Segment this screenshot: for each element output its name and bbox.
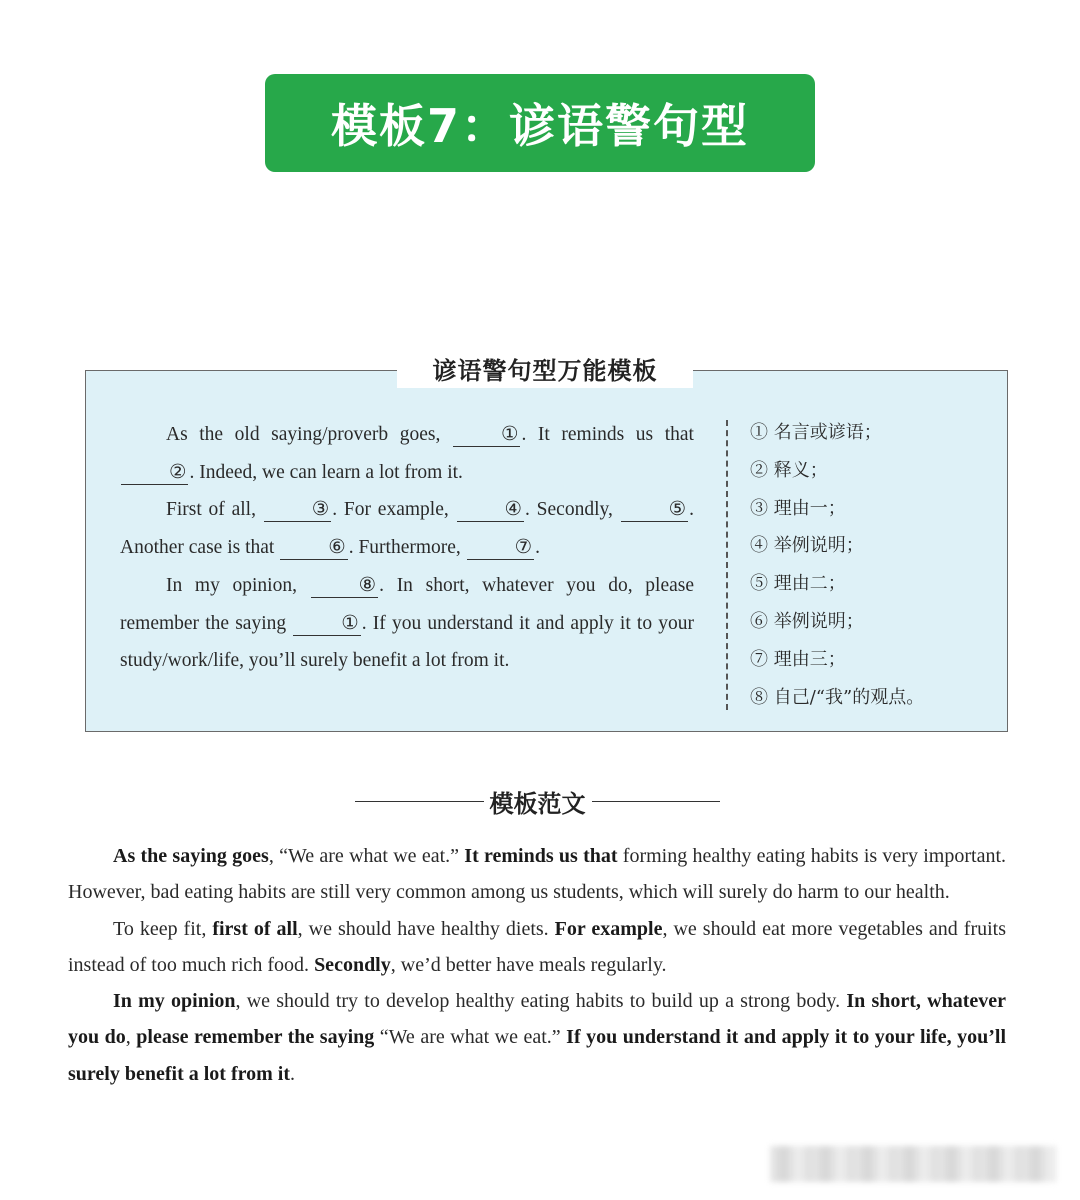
text-run: . In short, whatever you do, please remember the saying [120, 574, 694, 634]
blank-key-list [750, 414, 1000, 716]
text-run: . Secondly, [525, 499, 620, 521]
text-run: . If you understand it and apply it to your study/work/life, you’ll surely benefit a lot from it. [120, 612, 694, 672]
sample-heading-label: 模板范文 [489, 789, 586, 818]
text-run: As the old saying/proverb goes, [166, 424, 452, 445]
heading-rule-right [592, 801, 721, 802]
paragraph [120, 416, 694, 491]
blank-key-item: ② 释义； [750, 459, 828, 481]
paragraph [120, 491, 694, 566]
key-phrase: Secondly [314, 953, 391, 976]
blank-key-item: ① 名言或谚语； [750, 422, 882, 443]
blank-slot: ⑤ [621, 499, 688, 522]
key-phrase: For example [554, 917, 663, 940]
blank-key-item: ④ 举例说明； [750, 535, 864, 557]
blank-slot: ⑥ [280, 537, 347, 560]
text-run: “We are what we eat.” [374, 1026, 567, 1049]
blank-key-item: ⑧ 自己/“我”的观点。 [750, 686, 925, 708]
dashed-divider [726, 420, 728, 710]
text-run: . It reminds us that [521, 424, 694, 445]
text-run: In my opinion, [166, 574, 310, 596]
text-run: , “We are what we eat.” [268, 845, 465, 867]
blank-slot: ① [293, 613, 360, 636]
key-phrase: It reminds us that [464, 845, 618, 867]
blank-slot: ① [453, 424, 520, 447]
blank-key-item: ⑤ 理由二； [750, 573, 846, 595]
text-run: , we’d better have meals regularly. [390, 953, 667, 976]
heading-rule-left [355, 801, 484, 802]
template-heading: 谚语警句型万能模板 [397, 354, 693, 388]
key-phrase: As the saying goes [113, 845, 269, 867]
key-phrase: In short, whatever you do [68, 990, 1006, 1049]
paragraph [68, 983, 1006, 1092]
blank-slot: ④ [457, 499, 524, 522]
text-run: forming healthy eating habits is very important. However, bad eating habits are still very common among us students, which will surely do harm to our health. [68, 845, 1007, 904]
text-run: First of all, [166, 499, 263, 521]
text-run: , [125, 1026, 137, 1049]
paragraph [68, 911, 1006, 984]
text-run: , we should have healthy diets. [297, 917, 555, 940]
blank-slot: ⑧ [311, 575, 378, 598]
text-run: , we should try to develop healthy eating habits to build up a strong body. [235, 990, 847, 1013]
text-run: . [535, 537, 541, 559]
text-run: To keep fit, [113, 917, 213, 940]
paragraph [68, 838, 1006, 911]
key-phrase: If you understand it and apply it to your life, you’ll surely benefit a lot from it [68, 1026, 1006, 1085]
blank-key-item: ③ 理由一； [750, 497, 846, 519]
blank-key-item: ⑦ 理由三； [750, 648, 846, 670]
sample-essay [68, 838, 1006, 1092]
text-run: . [290, 1062, 296, 1085]
blank-slot: ⑦ [467, 537, 534, 560]
blank-slot: ③ [264, 499, 331, 522]
text-run: . Indeed, we can learn a lot from it. [189, 461, 463, 483]
text-run: . Another case is that [120, 499, 695, 559]
title-banner [265, 74, 815, 172]
text-run: . Furthermore, [348, 537, 466, 559]
template-text [120, 416, 694, 680]
text-run: . For example, [332, 499, 456, 521]
text-run: , we should eat more vegetables and fruits instead of too much rich food. [68, 917, 1007, 976]
key-phrase: first of all [212, 917, 298, 940]
sample-heading [355, 782, 720, 820]
blank-key-item: ⑥ 举例说明； [750, 610, 864, 632]
blank-slot: ② [121, 462, 188, 485]
paragraph [120, 567, 694, 680]
key-phrase: In my opinion [113, 990, 236, 1013]
blurred-watermark [770, 1146, 1056, 1182]
page-title: 模板7：谚语警句型 [330, 99, 749, 153]
key-phrase: please remember the saying [136, 1026, 375, 1049]
